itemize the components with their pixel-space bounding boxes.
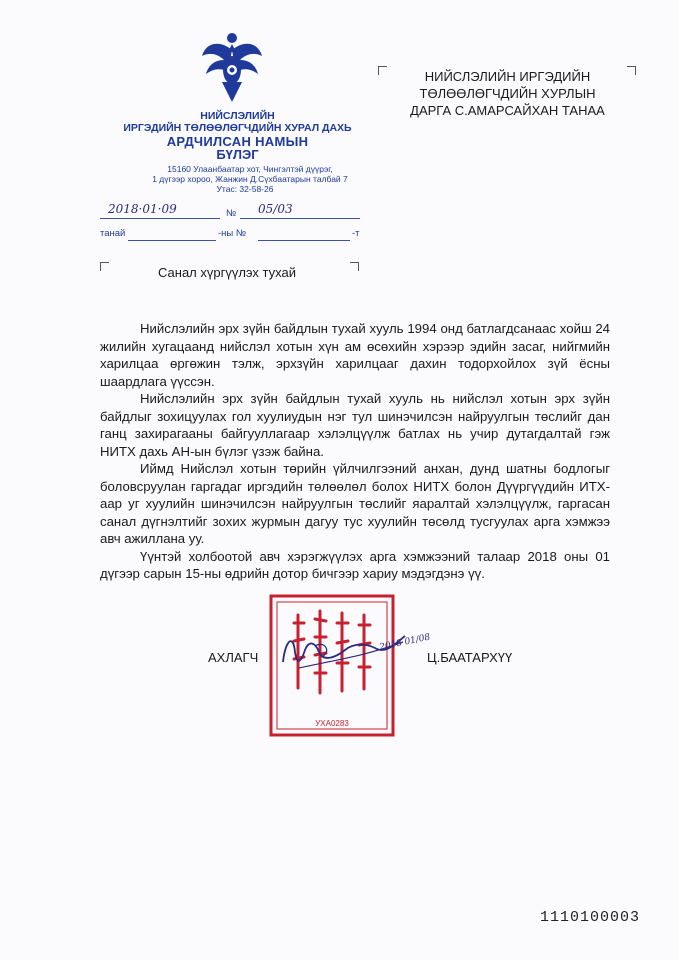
subject-corner-tl xyxy=(100,262,109,271)
signatory-name: Ц.БААТАРХҮҮ xyxy=(427,650,513,665)
body-paragraph-4: Үүнтэй холбоотой авч хэрэгжүүлэх арга хэмжээний талаар 2018 оны 01 дүгээр сарын 15-ны өдрийн дотор бичгээр хариу мэдэгдэнэ үү. xyxy=(100,548,610,581)
handwritten-number: 05/03 xyxy=(258,202,293,216)
body-paragraph-2: Нийслэлийн эрх зүйн байдлын тухай хууль нь нийслэл хотын эрх зүйн байдлыг зохицуулах гол хуулиудын нэг тул шинэчилсэн найруулгын төслийг дан ганц захирагааны байгууллагаар хэлэлцүүлж батлах нь учир дутагдалтай гэж НИТХ дахь АН-ын бүлэг үзэж байна. xyxy=(100,391,610,459)
signatory-title: АХЛАГЧ xyxy=(208,650,259,665)
address-line1: 15160 Улаанбаатар хот, Чингэлтэй дүүрэг, xyxy=(167,164,333,174)
stamp-code: УХА0283 xyxy=(315,719,349,728)
org-name-line3: АРДЧИЛСАН НАМЫН xyxy=(166,134,309,149)
signature-icon xyxy=(275,622,432,677)
org-name-line2: ИРГЭДИЙН ТӨЛӨӨЛӨГЧДИЙН ХУРАЛ ДАХЬ xyxy=(123,122,352,134)
addressee-corner-tl xyxy=(378,66,387,75)
letter-subject: Санал хүргүүлэх тухай xyxy=(158,265,296,280)
soyombo-eagle-emblem-icon xyxy=(200,30,264,104)
number-underline xyxy=(240,218,360,219)
ny-underline xyxy=(258,240,350,241)
t-label: -т xyxy=(352,228,360,239)
signature-date: 2018 01/08 xyxy=(378,632,432,653)
letter-body xyxy=(100,320,610,583)
document-barcode-number: 1110100003 xyxy=(540,909,641,926)
org-name-line4: БҮЛЭГ xyxy=(216,147,259,162)
phone-number: Утас: 32-58-26 xyxy=(216,184,274,194)
date-underline xyxy=(100,218,220,219)
addressee-line2: ТӨЛӨӨЛӨГЧДИЙН ХУРЛЫН xyxy=(419,86,596,101)
addressee-corner-tr xyxy=(627,66,636,75)
tanai-underline xyxy=(128,240,216,241)
addressee-line3: ДАРГА С.АМАРСАЙХАН ТАНАА xyxy=(410,103,605,118)
handwritten-date: 2018·01·09 xyxy=(108,202,177,216)
subject-corner-tr xyxy=(350,262,359,271)
body-paragraph-1: Нийслэлийн эрх зүйн байдлын тухай хууль 1994 онд батлагдсанаас хойш 24 жилийн хугацаанд нийслэл хотын хүн ам өсөхийн хэрээр эдийн засаг, нийгмийн харилцаа өргөжин тэлж, эрхзүйн харилцааг дахин тодорхойлох зүй ёсны шаардлага үүссэн. xyxy=(100,321,610,389)
body-paragraph-3: Иймд Нийслэл хотын төрийн үйлчилгээний анхан, дунд шатны бодлогыг боловсруулан гаргадаг иргэдийн төлөөлөл болох НИТХ болон Дүүргүүдийн ИТХ-аар уг хуулийн шинэчилсэн найруулгын төслийг яаралтай хэлэлцүүлж, гаргасан санал дүгнэлтийг зохих журмын дагуу тус хуулийн төсөлд тусгуулах арга хэмжээ авч ажиллана уу. xyxy=(100,461,610,546)
tanai-label: танай xyxy=(100,228,126,239)
org-name-line1: НИЙСЛЭЛИЙН xyxy=(200,110,275,122)
number-label: № xyxy=(226,208,237,219)
ny-label: -ны № xyxy=(218,228,247,239)
addressee-line1: НИЙСЛЭЛИЙН ИРГЭДИЙН xyxy=(424,69,591,84)
address-line2: 1 дүгээр хороо, Жанжин Д.Сүхбаатарын талбай 7 xyxy=(152,174,348,184)
